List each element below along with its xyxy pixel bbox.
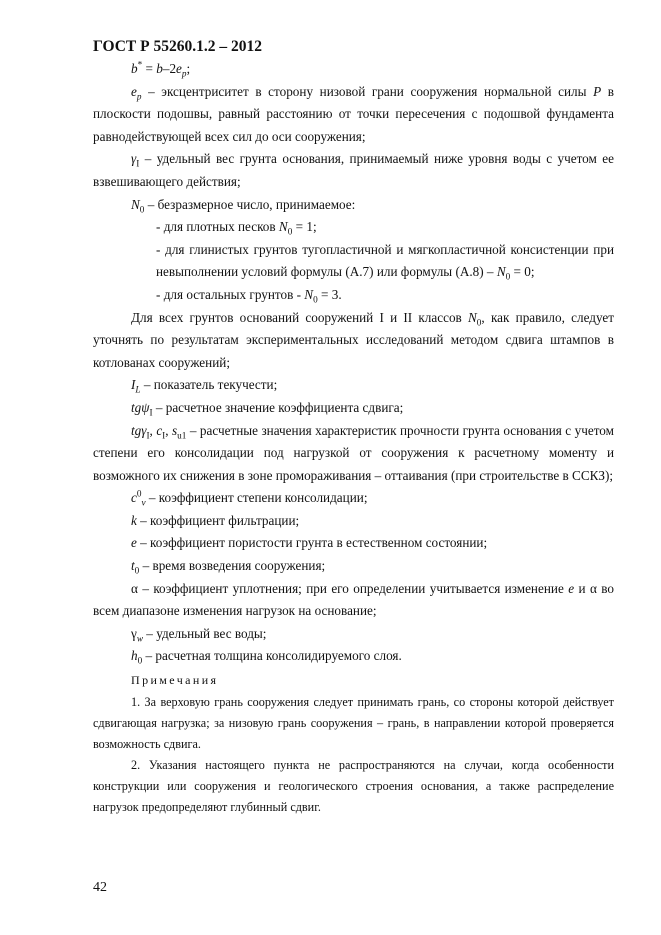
definition-alpha: α – коэффициент уплотнения; при его определении учитывается изменение e и α во всем диапазоне изменения нагрузок на основание; [93,580,614,619]
definition-cv: $c^0_v$ – коэффициент степени консолидации; [131,488,368,508]
n0-case-dense-sand: - для плотных песков $N_0 = 1$; [156,219,317,237]
n0-case-other: - для остальных грунтов - $N_0 = 3$. [156,286,342,305]
definition-strength-params: tgγ$_I$, $c_I$, $s_{u1}$ – расчетные значения характеристик прочности грунта основания с учетом степени его консолидации под нагрузкой от сооружения к расчетному моменту и возможного их снижения в зоне промораживания – оттаивания (при строительстве в СCКЗ); [93,422,614,483]
definition-tgpsi: tgψ$_I$ – расчетное значение коэффициента сдвига; [131,399,404,418]
definition-gamma-w: $\gamma_w$ – удельный вес воды; [131,625,267,644]
notes-title: Примечания [131,673,219,688]
definition-ep: $e_p$ – эксцентриситет в сторону низовой грани сооружения нормальной силы P в плоскости подошвы, равный расстоянию от точки пересечения с подошвой фундамента равнодействующей всех сил до оси сооружения; [93,83,614,144]
note-item: 2. Указания настоящего пункта не распространяются на случаи, когда особенности конструкции или сооружения и геологического строения основания, а также распределение нагрузок предопределяют глубинный сдвиг. [93,757,614,814]
definition-e: e – коэффициент пористости грунта в естественном состоянии; [131,535,488,551]
formula-b-star: $b^* = b-2e_p$; [131,59,191,79]
definition-il: $I_L$ – показатель текучести; [131,377,278,395]
n0-case-clay: - для глинистых грунтов тугопластичной и мягкопластичной консистенции при невыполнении условий формулы (А.7) или формулы $(А.8) - N_0 = 0$; [156,241,614,282]
note-item: 1. За верховую грань сооружения следует принимать грань, со стороны которой действует сдвигающая нагрузка; за низовую грань сооружения – грань, в направлении которой проверяется возможность сдвига. [93,694,614,751]
n0-clarification: Для всех грунтов оснований сооружений I и II классов $N_0$, как правило, следует уточнять по результатам экспериментальных исследований методом сдвига штампов в котлованах сооружений; [93,309,614,370]
definition-h0: $h_0$ – расчетная толщина консолидируемого слоя. [131,648,402,667]
page-number: 42 [93,880,107,895]
page-body [93,58,614,818]
definition-k: k – коэффициент фильтрации; [131,512,300,528]
definition-n0: $N_0$ – безразмерное число, принимаемое: [131,196,356,215]
document-header: ГОСТ Р 55260.1.2 – 2012 [93,38,262,55]
definition-gamma-i: $\gamma_I$ – удельный вес грунта основания, принимаемый ниже уровня воды с учетом ее взвешивающего действия; [93,151,614,189]
definition-t0: $t_0$ – время возведения сооружения; [131,558,326,576]
